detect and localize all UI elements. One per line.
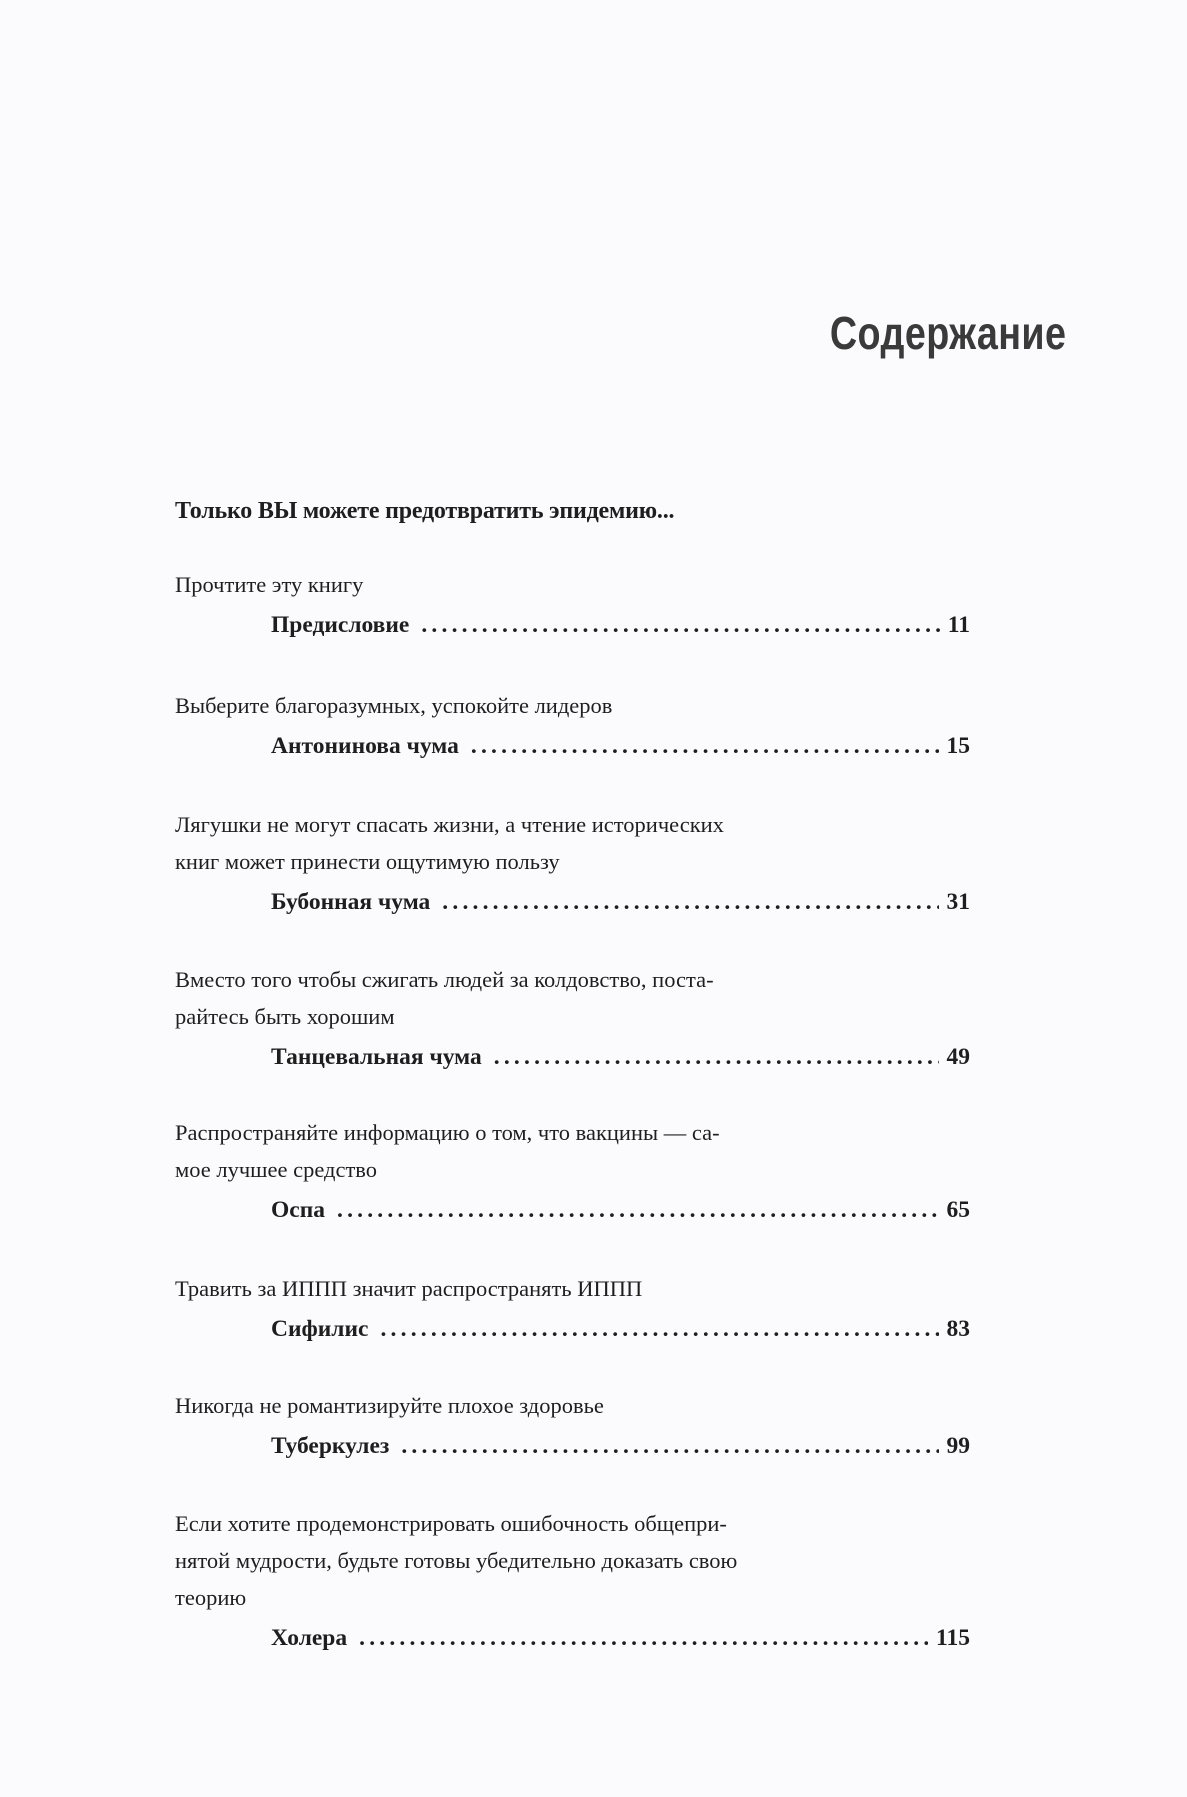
leader-dots [471,724,939,768]
entry-lead-line: нятой мудрости, будьте готовы убедительно доказать свою [175,1548,738,1573]
section-heading: Только ВЫ можете предотвратить эпидемию... [175,498,675,524]
entry-lead-line: книг может принести ощутимую пользу [175,849,560,874]
leader-dots [359,1616,928,1660]
chapter-link[interactable] [271,1188,970,1232]
toc-entry [175,687,970,768]
chapter-title: Танцевальная чума [271,1044,482,1070]
chapter-title: Оспа [271,1197,325,1223]
toc-entry [175,1114,970,1232]
page-number: 31 [946,889,970,915]
chapter-link[interactable] [271,1035,970,1079]
leader-dots [337,1188,939,1232]
chapter-link[interactable] [271,1616,970,1660]
entry-lead-line: Распространяйте информацию о том, что вакцины — са- [175,1120,720,1145]
leader-dots [421,603,939,647]
leader-dots [401,1424,938,1468]
entry-lead-line: Если хотите продемонстрировать ошибочность общепри- [175,1511,727,1536]
page-number: 11 [947,612,970,638]
chapter-link[interactable] [271,1424,970,1468]
toc-entry [175,566,970,647]
entry-lead-line: Травить за ИППП значит распространять ИППП [175,1276,643,1301]
leader-dots [380,1307,938,1351]
entry-lead-line: теорию [175,1585,247,1610]
page-number: 15 [946,733,970,759]
chapter-title: Сифилис [271,1316,369,1342]
entry-lead-line: райтесь быть хорошим [175,1004,395,1029]
chapter-title: Предисловие [271,612,410,638]
page-number: 49 [946,1044,970,1070]
entry-lead-line: Прочтите эту книгу [175,572,364,597]
entry-lead-line: Выберите благоразумных, успокойте лидеров [175,693,613,718]
chapter-title: Туберкулез [271,1433,390,1459]
toc-entry [175,806,970,924]
page-title: Содержание [829,307,1066,359]
entry-lead-line: мое лучшее средство [175,1157,378,1182]
toc-entry [175,1387,970,1468]
toc-entry [175,1270,970,1351]
page-number: 99 [946,1433,970,1459]
entry-lead-line: Лягушки не могут спасать жизни, а чтение исторических [175,812,724,837]
chapter-link[interactable] [271,1307,970,1351]
page-number: 65 [946,1197,970,1223]
chapter-link[interactable] [271,603,970,647]
toc-entry [175,1505,970,1660]
chapter-title: Антонинова чума [271,733,459,759]
entry-lead-line: Никогда не романтизируйте плохое здоровье [175,1393,604,1418]
toc-entry [175,961,970,1079]
leader-dots [442,880,938,924]
leader-dots [494,1035,939,1079]
entry-lead-line: Вместо того чтобы сжигать людей за колдовство, поста- [175,967,714,992]
chapter-title: Бубонная чума [271,889,431,915]
chapter-link[interactable] [271,724,970,768]
chapter-link[interactable] [271,880,970,924]
chapter-title: Холера [271,1625,348,1651]
page-number: 115 [936,1625,970,1651]
page-number: 83 [946,1316,970,1342]
